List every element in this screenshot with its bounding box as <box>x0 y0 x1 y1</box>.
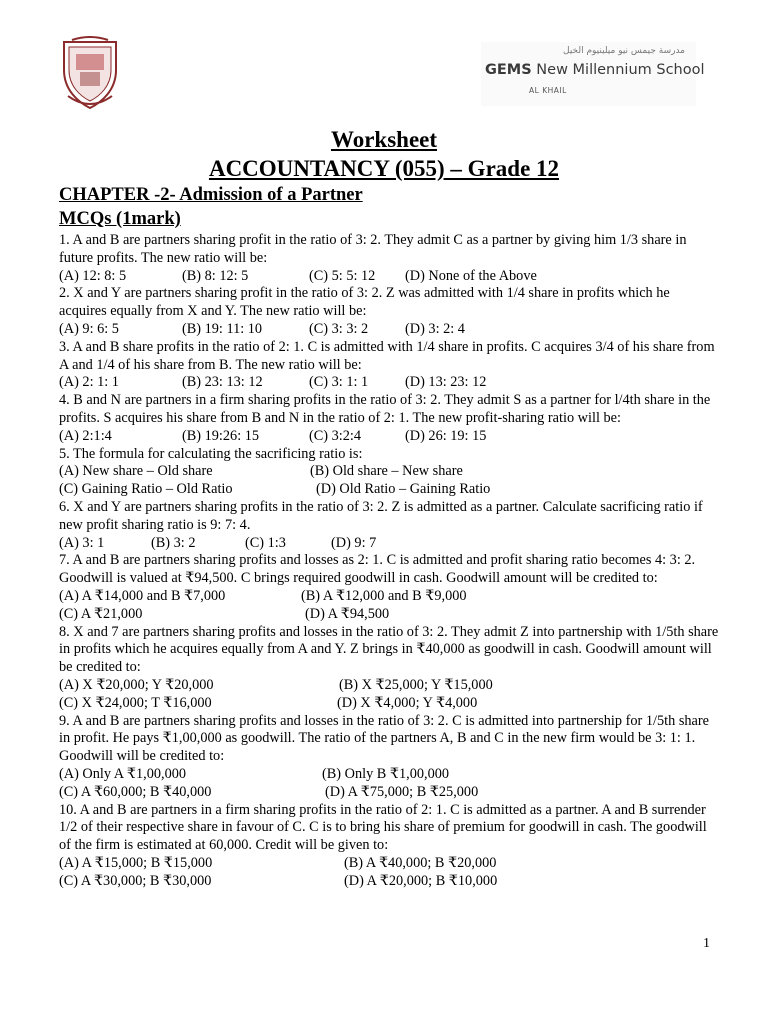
answer-option: (A) A ₹15,000; B ₹15,000 <box>59 854 213 871</box>
answer-option: (A) 9: 6: 5 <box>59 320 119 337</box>
subject-title: ACCOUNTANCY (055) – Grade 12 <box>208 156 560 181</box>
answer-option: (C) 3: 1: 1 <box>309 374 369 391</box>
options-row <box>59 463 719 481</box>
question-text: 1. A and B are partners sharing profit in the ratio of 3: 2. They admit C as a partner by giving him 1/3 share in future profits. The new ratio will be: <box>59 232 687 266</box>
answer-option: (A) 3: 1 <box>59 534 105 551</box>
answer-option: (B) 8: 12: 5 <box>182 267 249 284</box>
chapter-heading: CHAPTER -2- Admission of a Partner <box>59 185 363 205</box>
answer-option: (C) A ₹60,000; B ₹40,000 <box>59 783 212 800</box>
options-row <box>59 677 719 695</box>
answer-option: (C) A ₹21,000 <box>59 605 143 622</box>
answer-option: (C) 3: 3: 2 <box>309 320 369 337</box>
options-row <box>59 535 719 553</box>
question-list <box>59 232 719 890</box>
answer-option: (C) A ₹30,000; B ₹30,000 <box>59 872 212 889</box>
question-text: 10. A and B are partners in a firm sharing profits in the ratio of 2: 1. C is admitted as a partner. A and B surrender 1/2 of their respective share in favour of C. C is to bring his share of premium for goodwill in cash. The goodwill of the firm is estimated at 60,000. Credit will be given to: <box>59 801 707 854</box>
answer-option: (B) 19: 11: 10 <box>182 320 263 337</box>
options-row <box>59 481 719 499</box>
question-text: 9. A and B are partners sharing profits and losses in the ratio of 3: 2. C is admitted into partnership for 1/5th share in profit. He pays ₹1,00,000 as goodwill. The ratio of the partners A, B and C in the new firm would be 3: 1: 1. Goodwill will be credited to: <box>59 712 709 765</box>
answer-option: (A) A ₹14,000 and B ₹7,000 <box>59 587 226 604</box>
answer-option: (D) A ₹20,000; B ₹10,000 <box>344 872 498 889</box>
options-row <box>59 695 719 713</box>
question-text: 3. A and B share profits in the ratio of 2: 1. C is admitted with 1/4 share in profits. C acquires 3/4 of his share from A and 1/4 of his share from B. The new ratio will be: <box>59 338 715 373</box>
answer-option: (B) A ₹12,000 and B ₹9,000 <box>301 587 467 604</box>
question-text: 2. X and Y are partners sharing profit in the ratio of 3: 2. Z was admitted with 1/4 share in profits which he acquires equally from X and Y. The new ratio will be: <box>59 285 670 320</box>
options-row <box>59 606 719 624</box>
answer-option: (A) X ₹20,000; Y ₹20,000 <box>59 676 214 693</box>
options-row <box>59 588 719 606</box>
question-text: 7. A and B are partners sharing profits and losses as 2: 1. C is admitted and profit sharing ratio becomes 4: 3: 2. Goodwill is valued at ₹94,500. C brings required goodwill in cash. Goodwill amount will be credited to: <box>59 552 696 587</box>
answer-option: (C) 1:3 <box>245 534 286 551</box>
answer-option: (A) 2:1:4 <box>59 427 112 444</box>
options-row <box>59 784 719 802</box>
answer-option: (A) New share – Old share <box>59 463 213 480</box>
answer-option: (B) 19:26: 15 <box>182 427 260 444</box>
answer-option: (D) Old Ratio – Gaining Ratio <box>316 481 491 498</box>
school-name-text: New Millennium School <box>531 62 705 78</box>
answer-option: (B) Old share – New share <box>310 463 463 480</box>
answer-option: (B) Only B ₹1,00,000 <box>322 765 450 782</box>
section-heading: MCQs (1mark) <box>59 209 181 229</box>
answer-option: (B) X ₹25,000; Y ₹15,000 <box>339 676 493 693</box>
options-row <box>59 855 719 873</box>
gems-school-logo <box>481 42 705 106</box>
worksheet-title: Worksheet <box>330 127 438 152</box>
options-row <box>59 428 719 446</box>
answer-option: (C) 3:2:4 <box>309 427 362 444</box>
answer-option: (D) 3: 2: 4 <box>405 320 465 337</box>
answer-option: (B) 3: 2 <box>151 534 196 551</box>
question-text: 4. B and N are partners in a firm sharing profits in the ratio of 3: 2. They admit S as a partner for l/4th share in the profits. S acquires his share from B and N in the ratio of 2: 1. The new profit-sharing ratio will be: <box>59 392 711 426</box>
page-number: 1 <box>703 936 710 951</box>
options-row <box>59 873 719 891</box>
options-row <box>59 766 719 784</box>
answer-option: (A) 2: 1: 1 <box>59 374 119 391</box>
school-name <box>485 62 705 78</box>
school-crest-logo <box>58 36 122 110</box>
answer-option: (D) 26: 19: 15 <box>405 427 487 444</box>
answer-option: (C) X ₹24,000; T ₹16,000 <box>59 694 212 711</box>
school-name-arabic: مدرسة جيمس نيو ميلينيوم الخيل <box>563 46 685 56</box>
options-row <box>59 374 719 392</box>
options-row <box>59 321 719 339</box>
answer-option: (A) 12: 8: 5 <box>59 267 127 284</box>
answer-option: (A) Only A ₹1,00,000 <box>59 765 187 782</box>
question-text: 5. The formula for calculating the sacrificing ratio is: <box>59 445 363 462</box>
answer-option: (D) X ₹4,000; Y ₹4,000 <box>337 694 478 711</box>
school-name-brand: GEMS <box>485 62 532 78</box>
answer-option: (D) 9: 7 <box>331 534 377 551</box>
answer-option: (D) 13: 23: 12 <box>405 374 487 391</box>
question-text: 6. X and Y are partners sharing profits in the ratio of 3: 2. Z is admitted as a partner. Calculate sacrificing ratio if new profit sharing ratio is 9: 7: 4. <box>59 498 703 533</box>
campus-name: AL KHAIL <box>529 86 567 95</box>
answer-option: (D) A ₹94,500 <box>305 605 390 622</box>
question-text: 8. X and 7 are partners sharing profits and losses in the ratio of 3: 2. They admit Z into partnership with 1/5th share in profits which he acquires equally from A and Y. Z brings in ₹40,000 as goodwill in cash. Goodwill amount will be credited to: <box>59 623 719 676</box>
answer-option: (D) A ₹75,000; B ₹25,000 <box>325 783 479 800</box>
answer-option: (B) 23: 13: 12 <box>182 374 263 391</box>
answer-option: (C) Gaining Ratio – Old Ratio <box>59 481 233 498</box>
answer-option: (C) 5: 5: 12 <box>309 267 376 284</box>
answer-option: (D) None of the Above <box>405 267 537 284</box>
answer-option: (B) A ₹40,000; B ₹20,000 <box>344 854 497 871</box>
options-row <box>59 268 719 286</box>
